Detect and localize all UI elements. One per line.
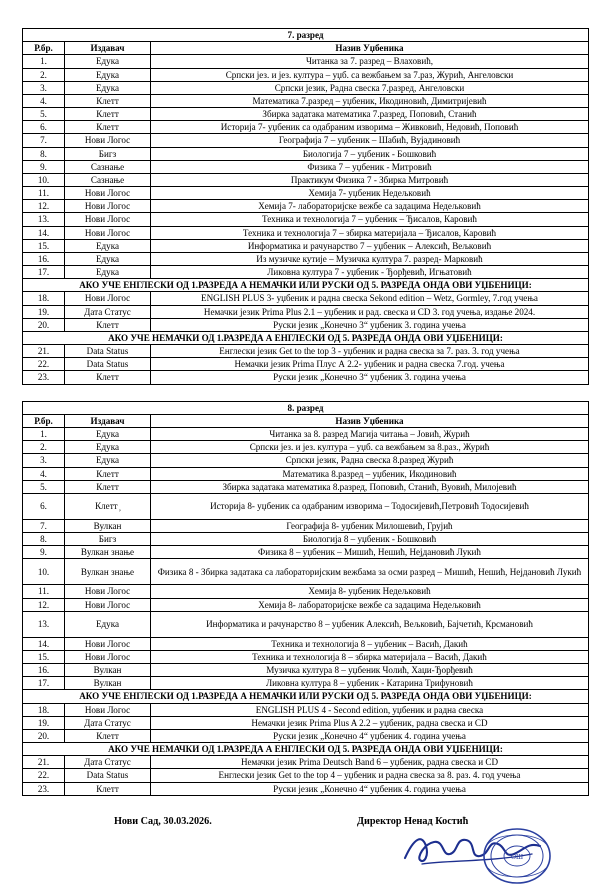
row-num: 13.	[23, 213, 65, 226]
row-publisher: Клетт	[65, 371, 151, 384]
header-num: Р.бр.	[23, 42, 65, 55]
row-publisher: Едука	[65, 611, 151, 637]
row-num: 1.	[23, 55, 65, 68]
signatory-name: Директор Ненад Костић	[357, 815, 469, 827]
row-num: 14.	[23, 637, 65, 650]
row-num: 3.	[23, 81, 65, 94]
row-num: 7.	[23, 134, 65, 147]
row-num: 7.	[23, 519, 65, 532]
document-footer	[22, 816, 589, 886]
row-num: 22.	[23, 358, 65, 371]
table-row	[23, 213, 589, 226]
row-publisher: Дата Статус	[65, 716, 151, 729]
row-title: Информатика и рачунарство 8 – уџбеник Алексић, Вељковић, Бајчетић, Крсмановић	[151, 611, 589, 637]
table-row	[23, 546, 589, 559]
row-title: Биологија 7 – уџбеник - Бошковић	[151, 147, 589, 160]
row-title: Историја 8- уџбеник са одабраним изворима – Тодосијевић,Петровић Тодосијевић	[151, 493, 589, 519]
row-title: Српски језик, Радна свеска 7.разред, Ангеловски	[151, 81, 589, 94]
row-title: Хемија 7- лабораторијске вежбе са задацима Недељковић	[151, 200, 589, 213]
row-publisher: Едука	[65, 68, 151, 81]
row-title: Енглески језик Get to the top 4 – уџбеник и радна свеска за 8. раз. 4. год учења	[151, 769, 589, 782]
row-publisher: Едука	[65, 55, 151, 68]
row-title: Музичка култура 8 – уџбеник Чолић, Хаџи-Ђорђевић	[151, 664, 589, 677]
place-date: Нови Сад, 30.03.2026.	[114, 815, 212, 827]
row-num: 10.	[23, 173, 65, 186]
row-title: Српски језик, Радна свеска 8.разред Журић	[151, 454, 589, 467]
row-num: 5.	[23, 108, 65, 121]
table-row	[23, 467, 589, 480]
row-title: Географија 8- уџбеник Милошевић, Грујић	[151, 519, 589, 532]
row-num: 17.	[23, 677, 65, 690]
header-publisher: Издавач	[65, 414, 151, 427]
table-row	[23, 782, 589, 795]
row-num: 23.	[23, 371, 65, 384]
row-title: Руски језик „Конечно 4“ уџбеник 4. година учења	[151, 782, 589, 795]
grade-8-table	[22, 401, 589, 796]
row-title: Немачки језик Prima Plus 2.1 – уџбеник и рад. свеска и CD 3. год учења, издање 2024.	[151, 305, 589, 318]
row-title: Хемија 8- лабораторијске вежбе са задацима Недељковић	[151, 598, 589, 611]
row-publisher: Едука	[65, 454, 151, 467]
row-publisher: Нови Логос	[65, 292, 151, 305]
row-num: 2.	[23, 68, 65, 81]
row-title: Руски језик „Конечно 3“ уџбеник 3. година учења	[151, 318, 589, 331]
row-num: 10.	[23, 559, 65, 585]
official-stamp	[474, 826, 560, 886]
row-num: 23.	[23, 782, 65, 795]
table-row	[23, 305, 589, 318]
row-publisher: Клетт	[65, 94, 151, 107]
row-title: Збирка задатака математика 8.разред, Поповић, Станић, Вуовић, Милојевић	[151, 480, 589, 493]
section-note-row	[23, 743, 589, 756]
row-title: Хемија 7- уџбеник Недељковић	[151, 187, 589, 200]
row-title: Математика 8.разред – уџбеник, Икодиновић	[151, 467, 589, 480]
row-title: Техника и технологија 7 – збирка материјала – Ђисалов, Каровић	[151, 226, 589, 239]
table-row	[23, 239, 589, 252]
row-num: 16.	[23, 252, 65, 265]
row-num: 9.	[23, 160, 65, 173]
row-publisher: Бигз	[65, 533, 151, 546]
row-title: Српски јез. и јез. култура – уџб. са вежбањем за 7.раз, Журић, Ангеловски	[151, 68, 589, 81]
row-num: 1.	[23, 427, 65, 440]
table-row	[23, 187, 589, 200]
table-row	[23, 756, 589, 769]
row-num: 18.	[23, 292, 65, 305]
row-publisher: Нови Логос	[65, 200, 151, 213]
table-row	[23, 292, 589, 305]
row-num: 14.	[23, 226, 65, 239]
table-row	[23, 585, 589, 598]
table-row	[23, 108, 589, 121]
row-title: Ликовна култура 8 – уџбеник - Катарина Трифуновић	[151, 677, 589, 690]
table-row	[23, 637, 589, 650]
row-title: Руски језик „Конечно 3“ уџбеник 3. година учења	[151, 371, 589, 384]
row-title: Географија 7 – уџбеник – Шабић, Вујадиновић	[151, 134, 589, 147]
row-publisher: Нови Логос	[65, 703, 151, 716]
row-publisher: Нови Логос	[65, 585, 151, 598]
row-num: 19.	[23, 305, 65, 318]
german-first-note: АКО УЧЕ НЕМАЧКИ ОД 1.РАЗРЕДА А ЕНГЛЕСКИ ОД 5. РАЗРЕДА ОНДА ОВИ УЏБЕНИЦИ:	[23, 331, 589, 344]
table-row	[23, 68, 589, 81]
table-row	[23, 519, 589, 532]
row-title: Енглески језик Get to the top 3 - уџбеник и радна свеска за 7. раз. 3. год учења	[151, 345, 589, 358]
table-row	[23, 252, 589, 265]
row-num: 19.	[23, 716, 65, 729]
german-first-note: АКО УЧЕ НЕМАЧКИ ОД 1.РАЗРЕДА А ЕНГЛЕСКИ ОД 5. РАЗРЕДА ОНДА ОВИ УЏБЕНИЦИ:	[23, 743, 589, 756]
table-header-row	[23, 42, 589, 55]
table-title-row	[23, 401, 589, 414]
table-row	[23, 533, 589, 546]
row-title: Немачки језик Prima Plus A 2.2 – уџбеник, радна свеска и CD	[151, 716, 589, 729]
row-publisher: Data Status	[65, 769, 151, 782]
grade-8-title: 8. разред	[23, 401, 589, 414]
row-title: Хемија 8- уџбеник Недељковић	[151, 585, 589, 598]
row-title: Техника и технологија 8 – збирка материјала – Васић, Дакић	[151, 650, 589, 663]
row-publisher: Нови Логос	[65, 187, 151, 200]
row-publisher: Едука	[65, 239, 151, 252]
row-title: Збирка задатака математика 7.разред, Поповић, Станић	[151, 108, 589, 121]
table-row	[23, 650, 589, 663]
row-publisher: Клетт	[65, 782, 151, 795]
row-num: 13.	[23, 611, 65, 637]
header-num: Р.бр.	[23, 414, 65, 427]
table-row	[23, 729, 589, 742]
row-title: Немачки језик Prima Плус А 2.2- уџбеник и радна свеска 7.год. учења	[151, 358, 589, 371]
row-publisher: Data Status	[65, 345, 151, 358]
row-publisher: Нови Логос	[65, 650, 151, 663]
row-num: 22.	[23, 769, 65, 782]
grade-7-title: 7. разред	[23, 29, 589, 42]
grade-7-table	[22, 28, 589, 385]
table-row	[23, 559, 589, 585]
row-title: Из музичке кутије – Музичка култура 7. разред- Марковић	[151, 252, 589, 265]
header-title: Назив Уџбеника	[151, 42, 589, 55]
row-title: Читанка за 8. разред Магија читања – Јовић, Журић	[151, 427, 589, 440]
row-title: Физика 8 – уџбеник – Мишић, Нешић, Нејдановић Лукић	[151, 546, 589, 559]
row-publisher: Вулкан	[65, 664, 151, 677]
header-title: Назив Уџбеника	[151, 414, 589, 427]
row-num: 16.	[23, 664, 65, 677]
row-title: Техника и технологија 7 – уџбеник – Ђисалов, Каровић	[151, 213, 589, 226]
row-publisher: Клетт	[65, 108, 151, 121]
table-row	[23, 160, 589, 173]
table-row	[23, 454, 589, 467]
row-num: 12.	[23, 598, 65, 611]
row-publisher: Едука	[65, 266, 151, 279]
row-publisher: Дата Статус	[65, 756, 151, 769]
row-publisher: Сазнање	[65, 173, 151, 186]
row-title: Читанка за 7. разред – Влаховић,	[151, 55, 589, 68]
table-row	[23, 677, 589, 690]
row-title: Ликовна култура 7 - уџбеник - Ђорђевић, Игњатовић	[151, 266, 589, 279]
row-publisher: Клетт	[65, 467, 151, 480]
row-publisher: Клетт	[65, 480, 151, 493]
table-row	[23, 55, 589, 68]
table-row	[23, 345, 589, 358]
table-row	[23, 226, 589, 239]
row-num: 21.	[23, 345, 65, 358]
table-row	[23, 200, 589, 213]
table-row	[23, 371, 589, 384]
row-title: Информатика и рачунарство 7 – уџбеник – Алексић, Вељковић	[151, 239, 589, 252]
row-publisher: Клетт	[65, 121, 151, 134]
stamp-text: ОШ	[510, 852, 524, 861]
row-num: 8.	[23, 147, 65, 160]
row-title: Физика 8 - Збирка задатака са лабораторијским вежбама за осми разред – Мишић, Нешић, Нејдановић Лукић	[151, 559, 589, 585]
table-row	[23, 493, 589, 519]
section-note-row	[23, 331, 589, 344]
table-row	[23, 134, 589, 147]
row-publisher: Клетт	[65, 318, 151, 331]
row-num: 6.	[23, 121, 65, 134]
row-title: Техника и технологија 8 – уџбеник – Васић, Дакић	[151, 637, 589, 650]
row-num: 15.	[23, 239, 65, 252]
english-first-note: АКО УЧЕ ЕНГЛЕСКИ ОД 1.РАЗРЕДА А НЕМАЧКИ ИЛИ РУСКИ ОД 5. РАЗРЕДА ОНДА ОВИ УЏБЕНИЦИ:	[23, 279, 589, 292]
row-title: Руски језик „Конечно 4“ уџбеник 4. година учења	[151, 729, 589, 742]
row-publisher: Нови Логос	[65, 213, 151, 226]
row-title: ENGLISH PLUS 3- уџбеник и радна свеска Sekond edition – Wetz, Gormley, 7.год учења	[151, 292, 589, 305]
table-row	[23, 94, 589, 107]
table-row	[23, 598, 589, 611]
table-header-row	[23, 414, 589, 427]
table-row	[23, 81, 589, 94]
row-num: 5.	[23, 480, 65, 493]
row-publisher: Нови Логос	[65, 134, 151, 147]
row-num: 2.	[23, 441, 65, 454]
table-row	[23, 441, 589, 454]
row-num: 18.	[23, 703, 65, 716]
row-num: 8.	[23, 533, 65, 546]
table-row	[23, 173, 589, 186]
section-note-row	[23, 279, 589, 292]
row-publisher: Едука	[65, 427, 151, 440]
row-publisher: Бигз	[65, 147, 151, 160]
section-note-row	[23, 690, 589, 703]
row-num: 3.	[23, 454, 65, 467]
row-publisher: Едука	[65, 81, 151, 94]
row-publisher: Сазнање	[65, 160, 151, 173]
table-row	[23, 266, 589, 279]
row-title: Српски јез. и јез. култура – уџб. са вежбањем за 8.раз., Журић	[151, 441, 589, 454]
row-title: Историја 7- уџбеник са одабраним изворима – Живковић, Недовић, Поповић	[151, 121, 589, 134]
row-num: 4.	[23, 94, 65, 107]
row-num: 4.	[23, 467, 65, 480]
table-row	[23, 703, 589, 716]
row-publisher: Нови Логос	[65, 637, 151, 650]
row-num: 17.	[23, 266, 65, 279]
english-first-note: АКО УЧЕ ЕНГЛЕСКИ ОД 1.РАЗРЕДА А НЕМАЧКИ ИЛИ РУСКИ ОД 5. РАЗРЕДА ОНДА ОВИ УЏБЕНИЦИ:	[23, 690, 589, 703]
table-row	[23, 121, 589, 134]
row-title: Математика 7.разред – уџбеник, Икодиновић, Димитријевић	[151, 94, 589, 107]
row-publisher: Нови Логос	[65, 226, 151, 239]
row-publisher: Вулкан знање	[65, 546, 151, 559]
row-publisher: Data Status	[65, 358, 151, 371]
table-row	[23, 480, 589, 493]
row-publisher: Вулкан	[65, 677, 151, 690]
table-row	[23, 769, 589, 782]
table-title-row	[23, 29, 589, 42]
row-num: 21.	[23, 756, 65, 769]
row-num: 6.	[23, 493, 65, 519]
row-publisher: Клетт ̦	[65, 493, 151, 519]
row-title: Физика 7 – уџбеник - Митровић	[151, 160, 589, 173]
row-title: Биологија 8 – уџбеник - Бошковић	[151, 533, 589, 546]
row-publisher: Вулкан	[65, 519, 151, 532]
row-num: 11.	[23, 585, 65, 598]
table-row	[23, 716, 589, 729]
table-row	[23, 611, 589, 637]
table-row	[23, 147, 589, 160]
header-publisher: Издавач	[65, 42, 151, 55]
row-num: 20.	[23, 729, 65, 742]
row-publisher: Вулкан знање	[65, 559, 151, 585]
row-num: 15.	[23, 650, 65, 663]
table-row	[23, 318, 589, 331]
row-publisher: Нови Логос	[65, 598, 151, 611]
row-num: 12.	[23, 200, 65, 213]
row-num: 20.	[23, 318, 65, 331]
table-row	[23, 358, 589, 371]
row-title: Немачки језик Prima Deutsch Band 6 – уџбеник, радна свеска и CD	[151, 756, 589, 769]
row-publisher: Дата Статус	[65, 305, 151, 318]
row-num: 9.	[23, 546, 65, 559]
row-title: ENGLISH PLUS 4 - Second edition, уџбеник и радна свеска	[151, 703, 589, 716]
row-title: Практикум Физика 7 - Збирка Митровић	[151, 173, 589, 186]
row-num: 11.	[23, 187, 65, 200]
row-publisher: Едука	[65, 252, 151, 265]
row-publisher: Клетт	[65, 729, 151, 742]
row-publisher: Едука	[65, 441, 151, 454]
table-row	[23, 664, 589, 677]
table-row	[23, 427, 589, 440]
